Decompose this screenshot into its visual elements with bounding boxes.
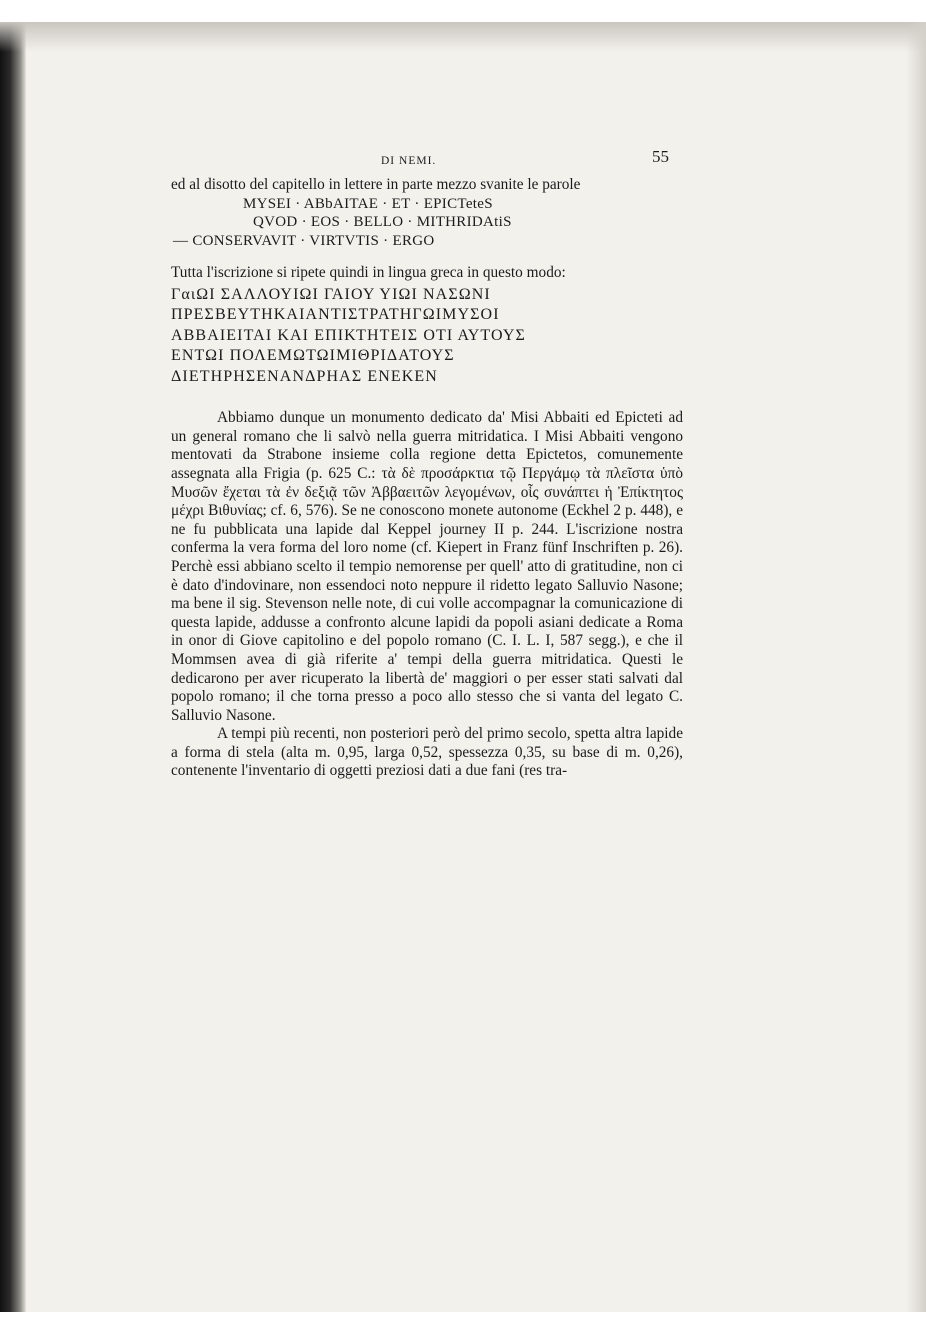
paragraph-intro: ed al disotto del capitello in lettere in parte mezzo svanite le parole: [171, 176, 581, 193]
page-number: 55: [652, 147, 669, 166]
running-header: [171, 148, 683, 174]
latin-line-2: QVOD · EOS · BELLO · MITHRIDAtiS: [253, 214, 512, 231]
greek-inscription: [171, 285, 683, 388]
top-edge-shadow: [0, 22, 926, 52]
right-edge-shadow: [906, 22, 926, 1312]
greek-line-4: ΕΝΤΩΙ ΠΟΛΕΜΩΤΩΙΜΙΘΡΙΔΑΤΟΥΣ: [171, 347, 455, 365]
latin-inscription: [171, 195, 683, 251]
greek-line-2: ΠΡΕΣΒΕΥΤΗΚΑΙΑΝΤΙΣΤΡΑΤΗΓΩΙΜΥΣΟΙ: [171, 306, 500, 324]
paragraph-greek-intro: Tutta l'iscrizione si ripete quindi in lingua greca in questo modo:: [171, 264, 566, 282]
greek-line-5: ΔΙΕΤΗΡΗΣΕΝΑΝΔΡΗΑΣ ΕΝΕΚΕΝ: [171, 367, 438, 385]
greek-line-3: ΑΒΒΑΙΕΙΤΑΙ ΚΑΙ ΕΠΙΚΤΗΤΕΙΣ ΟΤΙ ΑΥΤΟΥΣ: [171, 326, 526, 344]
latin-line-3: — CONSERVAVIT · VIRTVTIS · ERGO: [173, 232, 435, 249]
paragraph-stela: A tempi più recenti, non posteriori però del primo secolo, spetta altra lapide a forma di stela (alta m. 0,95, larga 0,52, spessezza 0,35, su base di m. 0,26), contenente l'inventario di oggetti preziosi dati a due fani (res tra-: [171, 725, 683, 780]
paragraph-commentary: Abbiamo dunque un monumento dedicato da' Misi Abbaiti ed Epicteti ad un general romano che li salvò nella guerra mitridatica. I Misi Abbaiti vengono mentovati da Strabone insieme colla regione detta Epictetos, comunemente assegnata alla Frigia (p. 625 C.: τὰ δὲ προσάρκτια τῷ Περγάμῳ τὰ πλεῖστα ὑπὸ Μυσῶν ἔχεται τὰ ἐν δεξιᾷ τῶν Ἀββαειτῶν λεγομένων, οἷς συνάπτει ἡ Ἐπίκτητος μέχρι Βιθυνίας; cf. 6, 576). Se ne conoscono monete autonome (Eckhel 2 p. 448), e ne fu pubblicata una lapide dal Keppel journey II p. 244. L'iscrizione nostra conferma la vera forma del loro nome (cf. Kiepert in Franz fünf Inschriften p. 26). Perchè essi abbiano scelto il tempio nemorense per quell' atto di gratitudine, non ci è dato d'indovinare, non essendoci noto neppure il ridetto legato Salluvio Nasone; ma bene il sig. Stevenson nelle note, di cui volle accompagnar la comunicazione di questa lapide, addusse a confronto alcune lapidi da popoli asiani dedicate a Roma in onor di Giove capitolino e del popolo romano (C. I. L. I, 587 segg.), e che il Mommsen avea di già riferite a' tempi della guerra mitridatica. Questi le dedicarono per aver ricuperato la libertà de' maggiori o per esser stati salvati dal popolo romano; il che torna presso a poco allo stesso che si vanta del legato C. Salluvio Nasone.: [171, 409, 683, 724]
page-text-block: [171, 148, 683, 781]
greek-line-1: ΓαιΩΙ ΣΑΛΛΟΥΙΩΙ ΓΑΙΟΥ ΥΙΩΙ ΝΑΣΩΝΙ: [171, 285, 491, 303]
binding-gutter-shadow: [0, 22, 26, 1312]
latin-line-1: MYSEI · ABbAITAE · ET · EPICTeteS: [243, 195, 493, 212]
running-head: DI NEMI.: [381, 155, 437, 167]
